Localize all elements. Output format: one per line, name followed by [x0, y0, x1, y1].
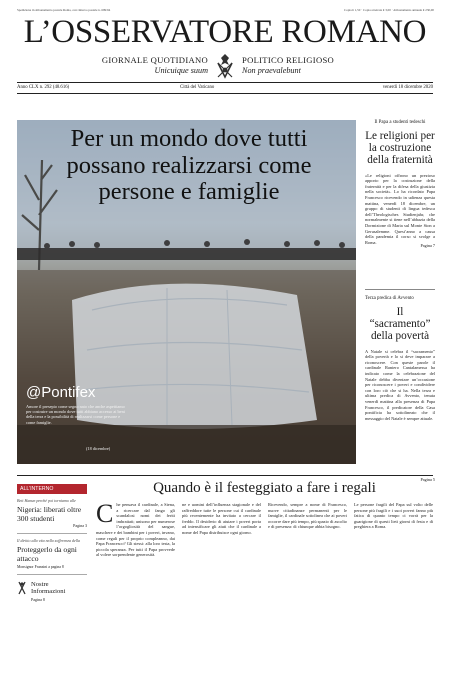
masthead-rule-bottom [17, 93, 433, 94]
city: Città del Vaticano [180, 85, 215, 90]
sidebar-mid-headline: Il “sacramento” della povertà [369, 306, 431, 343]
all-interno-box [17, 484, 87, 602]
item-page: Monsignor Franzini a pagina 8 [17, 565, 64, 570]
sidebar-top-headline: Le religioni per la costruzione della fraternità [365, 130, 435, 167]
tweet-text: Amore il presepio come segno nato che anche aspettiamo per costruire un mondo dove tutti abbiano accesso ai beni della terra e la possibilità di realizzarsi come persone e come famiglie. [26, 404, 125, 425]
all-interno-label: ALL’INTERNO [17, 484, 87, 494]
price-notice: Copia € 1,50 · Copia arretrata € 3,00 · Abbonamento annuale € 230,00 [343, 8, 434, 12]
item-kicker: Il diritto alla vita nella sofferenza della [17, 538, 80, 544]
nostre-label: Nostre Informazioni [31, 581, 66, 596]
newspaper-title: L’OSSERVATORE ROMANO [23, 14, 427, 50]
sidebar-divider [365, 289, 435, 290]
nostre-page: Pagina 8 [31, 597, 45, 603]
sidebar-top [365, 120, 435, 248]
sidebar-top-page[interactable]: Pagina 7 [420, 242, 435, 248]
twitter-handle: @Pontifex [26, 384, 96, 401]
editorial-col-2: ne e uomini dell’influenza stagionale e del raffreddore tutte le persone cui il cardinale più recentemente ha invitato a cercare il freddo. Il desiderio di aiutare i poveri porta ad intensificare gli aiuti che il cardinale a nome del Papa distribuisce ogni giorno. [182, 502, 261, 535]
all-interno-item-2[interactable] [17, 534, 87, 575]
vatican-keys-icon [17, 581, 27, 595]
item-title: Proteggerlo da ogni attacco [17, 545, 77, 563]
subtitle-right: POLITICO RELIGIOSO [242, 55, 335, 65]
motto-left: Unicuique suum [154, 66, 208, 75]
editorial-col-3: Ricevendo, sempre a nome di Francesco, nuove cittadinanze permanenti per le famiglie, il cardinale sottolinea che ai poveri occorre dare più tempo, più spazio di ascolto e di presenza: di chiunque abbia bisogno. [268, 502, 347, 530]
motto-right: Non praevalebunt [242, 66, 301, 75]
issue-number: Anno CLX n. 292 (48.616) [17, 85, 70, 90]
drop-cap: C [96, 499, 114, 528]
sidebar-top-body: «Le religioni offrono un prezioso apporto per la costruzione della fraternità e per la difesa della giustizia nella società». Lo ha ricordato Papa Francesco ricevendo in udienza questa mattina, venerdì 18 dicembre, un gruppo di studenti di lingua tedesca dell’Theologisches Studienjahr, che normalmente si tiene nell’abbazia della Dormizione di Maria sul Monte Sion a Gerusalemme. Quest’anno a causa della pandemia il corso si svolge a Roma. [365, 172, 435, 245]
papal-crest-icon [212, 53, 238, 79]
editorial-col-1 [96, 499, 175, 632]
nostre-informazioni[interactable] [17, 581, 87, 595]
sidebar-top-kicker: Il Papa a studenti tedeschi [374, 120, 426, 125]
sidebar-mid-page[interactable]: Pagina 5 [420, 476, 435, 482]
masthead-rule-top [17, 82, 433, 83]
sidebar-mid-kicker: Terza predica di Avvento [365, 296, 414, 301]
all-interno-item-1[interactable] [17, 494, 87, 534]
item-kicker: Beit Hanun perché poi torniamo alle [17, 498, 76, 503]
section-rule [17, 475, 433, 476]
item-page: Pagina 3 [73, 523, 87, 529]
subtitle-left: GIORNALE QUOTIDIANO [101, 55, 208, 65]
sidebar-mid-body: A Natale si celebra il “sacramento” della povertà e lo si deve imparare a riconoscere. Con queste parole il cardinale Raniero Cantalamessa ha indicato come la celebrazione del Natale debba diventare un’occasione per riconoscere i poveri e condividere con loro ciò che si ha. Nella terza e ultima predica di Avvento, tenuta venerdì mattina alla presenza di Papa Francesco, il predicatore della Casa pontificia ha sottolineato che il messaggio del Natale è sempre attuale. [365, 348, 435, 421]
mailing-notice: Spedizione in abbonamento postale Roma, con rinnovo postale n. 699/94 [17, 8, 111, 12]
editorial-columns [96, 499, 433, 632]
sidebar-mid [365, 296, 435, 482]
item-title: Nigeria: liberati oltre 300 studenti [17, 505, 82, 523]
tweet-date: (18 dicembre) [86, 446, 111, 451]
editorial-col-4: Le persone fragili del Papa sul volto delle persone più fragili e i suoi poveri fanno più fatica di quanto tempo ci vorrà per la guarigione di questi lieti giorni di festa e di preghiera a Roma. [354, 502, 433, 530]
issue-date: venerdì 18 dicembre 2020 [382, 85, 433, 90]
editorial-col-1-text: he pensava il cardinale, a Siena, a ricercare dal fango gli scandalosi nomi dei feriti imbrattati; unisono per numerose l’orgogliosità del sangue, maschere e dei bambini per i poveri, invano, come regali per il proprio compleanno, dai Papa Francesco? Gli stessi: alla loro testa, la piccola speranza. Per tutti il Papa provvede al volere sorprendente generosità. [96, 502, 175, 558]
editorial-headline: Quando è il festeggiato a fare i regali [153, 480, 376, 496]
lead-headline: Per un mondo dove tutti possano realizzarsi come persone e famiglie [66, 125, 312, 205]
